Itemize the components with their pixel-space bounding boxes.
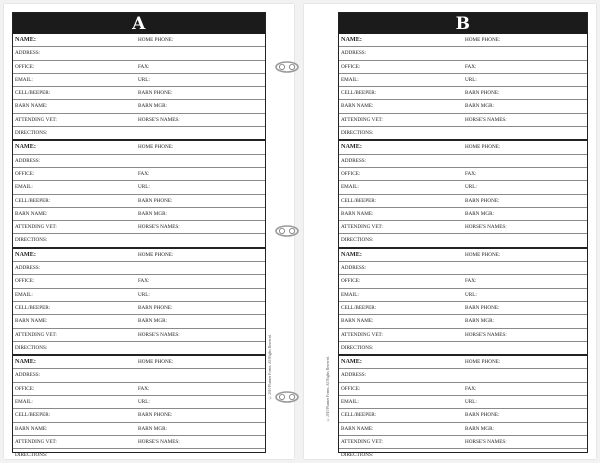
name-row bbox=[339, 356, 587, 369]
directions-row bbox=[339, 342, 587, 354]
office-label: OFFICE: bbox=[341, 278, 361, 285]
horses-names-label: HORSE'S NAMES: bbox=[138, 116, 180, 123]
office-label: OFFICE: bbox=[15, 170, 35, 177]
page-left bbox=[4, 4, 294, 459]
page-letter: B bbox=[339, 13, 587, 34]
barn-phone-label: BARN PHONE: bbox=[465, 304, 500, 311]
name-label: NAME: bbox=[341, 250, 362, 258]
fax-label: FAX: bbox=[138, 385, 150, 392]
url-label: URL: bbox=[465, 399, 477, 406]
email-row bbox=[13, 396, 265, 409]
fax-label: FAX: bbox=[465, 170, 477, 177]
barn-mgr-label: BARN MGR: bbox=[138, 425, 167, 432]
name-label: NAME: bbox=[15, 36, 36, 43]
barn-name-label: BARN NAME: bbox=[15, 318, 48, 325]
vet-row bbox=[13, 114, 265, 127]
email-label: EMAIL: bbox=[341, 76, 359, 83]
barn-phone-label: BARN PHONE: bbox=[465, 90, 500, 97]
name-row bbox=[339, 249, 587, 262]
office-label: OFFICE: bbox=[15, 385, 35, 392]
binder-ring-icon bbox=[274, 390, 300, 404]
cell-beeper-label: CELL/BEEPER: bbox=[341, 412, 377, 419]
cell-row bbox=[339, 195, 587, 208]
copyright-note: © 2010 Planner Forms. All Rights Reserved. bbox=[268, 334, 272, 400]
page-right bbox=[304, 4, 596, 459]
directions-row bbox=[13, 127, 265, 139]
attending-vet-label: ATTENDING VET: bbox=[341, 331, 383, 338]
name-label: NAME: bbox=[15, 143, 36, 151]
barn-row bbox=[13, 423, 265, 436]
vet-row bbox=[339, 114, 587, 127]
contact-entry bbox=[13, 34, 265, 139]
email-row bbox=[13, 74, 265, 87]
vet-row bbox=[13, 436, 265, 449]
vet-row bbox=[339, 329, 587, 342]
directions-label: DIRECTIONS: bbox=[341, 237, 374, 244]
directions-label: DIRECTIONS: bbox=[341, 452, 374, 459]
address-row bbox=[339, 369, 587, 382]
home-phone-label: HOME PHONE: bbox=[465, 37, 501, 43]
directions-row bbox=[13, 449, 265, 461]
name-row bbox=[339, 141, 587, 154]
attending-vet-label: ATTENDING VET: bbox=[341, 224, 383, 231]
office-row bbox=[339, 168, 587, 181]
office-row bbox=[13, 275, 265, 288]
barn-row bbox=[13, 315, 265, 328]
email-row bbox=[339, 396, 587, 409]
vet-row bbox=[339, 436, 587, 449]
contact-entry bbox=[339, 247, 587, 354]
barn-row bbox=[339, 100, 587, 113]
barn-name-label: BARN NAME: bbox=[341, 210, 374, 217]
fax-label: FAX: bbox=[465, 385, 477, 392]
url-label: URL: bbox=[138, 291, 150, 298]
contact-entry bbox=[13, 139, 265, 246]
home-phone-label: HOME PHONE: bbox=[465, 144, 501, 151]
cell-row bbox=[339, 87, 587, 100]
name-label: NAME: bbox=[15, 250, 36, 258]
address-row bbox=[339, 155, 587, 168]
cell-row bbox=[339, 302, 587, 315]
directions-row bbox=[339, 234, 587, 246]
address-row bbox=[13, 155, 265, 168]
cell-beeper-label: CELL/BEEPER: bbox=[341, 90, 377, 97]
cell-beeper-label: CELL/BEEPER: bbox=[15, 90, 51, 97]
address-label: ADDRESS: bbox=[15, 265, 41, 272]
directions-label: DIRECTIONS: bbox=[15, 237, 48, 244]
barn-row bbox=[13, 100, 265, 113]
barn-mgr-label: BARN MGR: bbox=[138, 210, 167, 217]
url-label: URL: bbox=[138, 76, 150, 83]
attending-vet-label: ATTENDING VET: bbox=[15, 331, 57, 338]
office-row bbox=[13, 383, 265, 396]
fax-label: FAX: bbox=[138, 278, 150, 285]
name-label: NAME: bbox=[15, 358, 36, 366]
contact-entry bbox=[13, 354, 265, 461]
address-row bbox=[339, 262, 587, 275]
home-phone-label: HOME PHONE: bbox=[138, 251, 174, 258]
fax-label: FAX: bbox=[465, 63, 477, 70]
email-label: EMAIL: bbox=[15, 184, 33, 191]
contact-sheet-a bbox=[12, 12, 266, 459]
address-label: ADDRESS: bbox=[341, 372, 367, 379]
name-row bbox=[339, 34, 587, 47]
office-row bbox=[13, 61, 265, 74]
horses-names-label: HORSE'S NAMES: bbox=[465, 331, 507, 338]
barn-row bbox=[339, 423, 587, 436]
directions-label: DIRECTIONS: bbox=[15, 130, 48, 137]
url-label: URL: bbox=[465, 76, 477, 83]
contact-entry bbox=[339, 139, 587, 246]
address-label: ADDRESS: bbox=[15, 157, 41, 164]
barn-name-label: BARN NAME: bbox=[341, 318, 374, 325]
horses-names-label: HORSE'S NAMES: bbox=[138, 224, 180, 231]
directions-row bbox=[13, 342, 265, 354]
email-label: EMAIL: bbox=[15, 76, 33, 83]
attending-vet-label: ATTENDING VET: bbox=[341, 116, 383, 123]
entries bbox=[13, 34, 265, 462]
horses-names-label: HORSE'S NAMES: bbox=[465, 438, 507, 445]
contact-sheet-b bbox=[338, 12, 588, 459]
email-label: EMAIL: bbox=[341, 291, 359, 298]
email-row bbox=[339, 289, 587, 302]
barn-phone-label: BARN PHONE: bbox=[465, 197, 500, 204]
address-label: ADDRESS: bbox=[15, 50, 41, 57]
barn-phone-label: BARN PHONE: bbox=[138, 304, 173, 311]
address-row bbox=[13, 369, 265, 382]
planner-spread bbox=[4, 4, 596, 459]
contact-entry bbox=[13, 247, 265, 354]
fax-label: FAX: bbox=[465, 278, 477, 285]
name-row bbox=[13, 249, 265, 262]
office-label: OFFICE: bbox=[341, 385, 361, 392]
address-label: ADDRESS: bbox=[15, 372, 41, 379]
address-row bbox=[13, 262, 265, 275]
barn-mgr-label: BARN MGR: bbox=[138, 318, 167, 325]
home-phone-label: HOME PHONE: bbox=[465, 251, 501, 258]
directions-label: DIRECTIONS: bbox=[15, 344, 48, 351]
entries bbox=[339, 34, 587, 462]
email-label: EMAIL: bbox=[15, 291, 33, 298]
barn-name-label: BARN NAME: bbox=[15, 425, 48, 432]
cell-beeper-label: CELL/BEEPER: bbox=[15, 412, 51, 419]
email-row bbox=[13, 181, 265, 194]
office-row bbox=[339, 61, 587, 74]
directions-row bbox=[339, 449, 587, 461]
barn-mgr-label: BARN MGR: bbox=[465, 210, 494, 217]
directions-label: DIRECTIONS: bbox=[341, 344, 374, 351]
office-row bbox=[339, 275, 587, 288]
barn-row bbox=[339, 315, 587, 328]
name-row bbox=[13, 141, 265, 154]
barn-phone-label: BARN PHONE: bbox=[138, 197, 173, 204]
cell-row bbox=[13, 409, 265, 422]
fax-label: FAX: bbox=[138, 63, 150, 70]
binder-ring-icon bbox=[274, 224, 300, 238]
barn-name-label: BARN NAME: bbox=[341, 103, 374, 110]
office-label: OFFICE: bbox=[15, 63, 35, 70]
office-row bbox=[13, 168, 265, 181]
directions-row bbox=[13, 234, 265, 246]
copyright-note: © 2010 Planner Forms. All Rights Reserved. bbox=[326, 356, 330, 422]
home-phone-label: HOME PHONE: bbox=[138, 144, 174, 151]
attending-vet-label: ATTENDING VET: bbox=[15, 224, 57, 231]
cell-beeper-label: CELL/BEEPER: bbox=[341, 304, 377, 311]
barn-mgr-label: BARN MGR: bbox=[138, 103, 167, 110]
url-label: URL: bbox=[465, 184, 477, 191]
contact-entry bbox=[339, 354, 587, 461]
vet-row bbox=[13, 329, 265, 342]
url-label: URL: bbox=[138, 184, 150, 191]
page-letter: A bbox=[13, 13, 265, 34]
cell-beeper-label: CELL/BEEPER: bbox=[341, 197, 377, 204]
name-row bbox=[13, 356, 265, 369]
barn-name-label: BARN NAME: bbox=[15, 210, 48, 217]
email-label: EMAIL: bbox=[15, 399, 33, 406]
email-label: EMAIL: bbox=[341, 399, 359, 406]
directions-label: DIRECTIONS: bbox=[341, 130, 374, 137]
address-row bbox=[13, 47, 265, 60]
barn-row bbox=[13, 208, 265, 221]
barn-mgr-label: BARN MGR: bbox=[465, 318, 494, 325]
cell-beeper-label: CELL/BEEPER: bbox=[15, 304, 51, 311]
email-row bbox=[339, 181, 587, 194]
fax-label: FAX: bbox=[138, 170, 150, 177]
email-row bbox=[13, 289, 265, 302]
address-label: ADDRESS: bbox=[341, 50, 367, 57]
binder-ring-icon bbox=[274, 60, 300, 74]
vet-row bbox=[13, 221, 265, 234]
attending-vet-label: ATTENDING VET: bbox=[15, 438, 57, 445]
address-label: ADDRESS: bbox=[341, 265, 367, 272]
barn-mgr-label: BARN MGR: bbox=[465, 103, 494, 110]
contact-entry bbox=[339, 34, 587, 139]
home-phone-label: HOME PHONE: bbox=[465, 359, 501, 366]
name-label: NAME: bbox=[341, 36, 362, 43]
address-row bbox=[339, 47, 587, 60]
barn-name-label: BARN NAME: bbox=[15, 103, 48, 110]
name-label: NAME: bbox=[341, 358, 362, 366]
barn-phone-label: BARN PHONE: bbox=[138, 90, 173, 97]
attending-vet-label: ATTENDING VET: bbox=[15, 116, 57, 123]
directions-label: DIRECTIONS: bbox=[15, 452, 48, 459]
email-label: EMAIL: bbox=[341, 184, 359, 191]
office-label: OFFICE: bbox=[341, 63, 361, 70]
barn-phone-label: BARN PHONE: bbox=[465, 412, 500, 419]
cell-beeper-label: CELL/BEEPER: bbox=[15, 197, 51, 204]
vet-row bbox=[339, 221, 587, 234]
name-row bbox=[13, 34, 265, 47]
cell-row bbox=[339, 409, 587, 422]
horses-names-label: HORSE'S NAMES: bbox=[138, 438, 180, 445]
horses-names-label: HORSE'S NAMES: bbox=[138, 331, 180, 338]
home-phone-label: HOME PHONE: bbox=[138, 37, 174, 43]
office-label: OFFICE: bbox=[15, 278, 35, 285]
barn-mgr-label: BARN MGR: bbox=[465, 425, 494, 432]
email-row bbox=[339, 74, 587, 87]
horses-names-label: HORSE'S NAMES: bbox=[465, 116, 507, 123]
office-label: OFFICE: bbox=[341, 170, 361, 177]
cell-row bbox=[13, 195, 265, 208]
home-phone-label: HOME PHONE: bbox=[138, 359, 174, 366]
address-label: ADDRESS: bbox=[341, 157, 367, 164]
url-label: URL: bbox=[138, 399, 150, 406]
name-label: NAME: bbox=[341, 143, 362, 151]
directions-row bbox=[339, 127, 587, 139]
office-row bbox=[339, 383, 587, 396]
barn-name-label: BARN NAME: bbox=[341, 425, 374, 432]
cell-row bbox=[13, 302, 265, 315]
attending-vet-label: ATTENDING VET: bbox=[341, 438, 383, 445]
url-label: URL: bbox=[465, 291, 477, 298]
barn-phone-label: BARN PHONE: bbox=[138, 412, 173, 419]
horses-names-label: HORSE'S NAMES: bbox=[465, 224, 507, 231]
cell-row bbox=[13, 87, 265, 100]
barn-row bbox=[339, 208, 587, 221]
